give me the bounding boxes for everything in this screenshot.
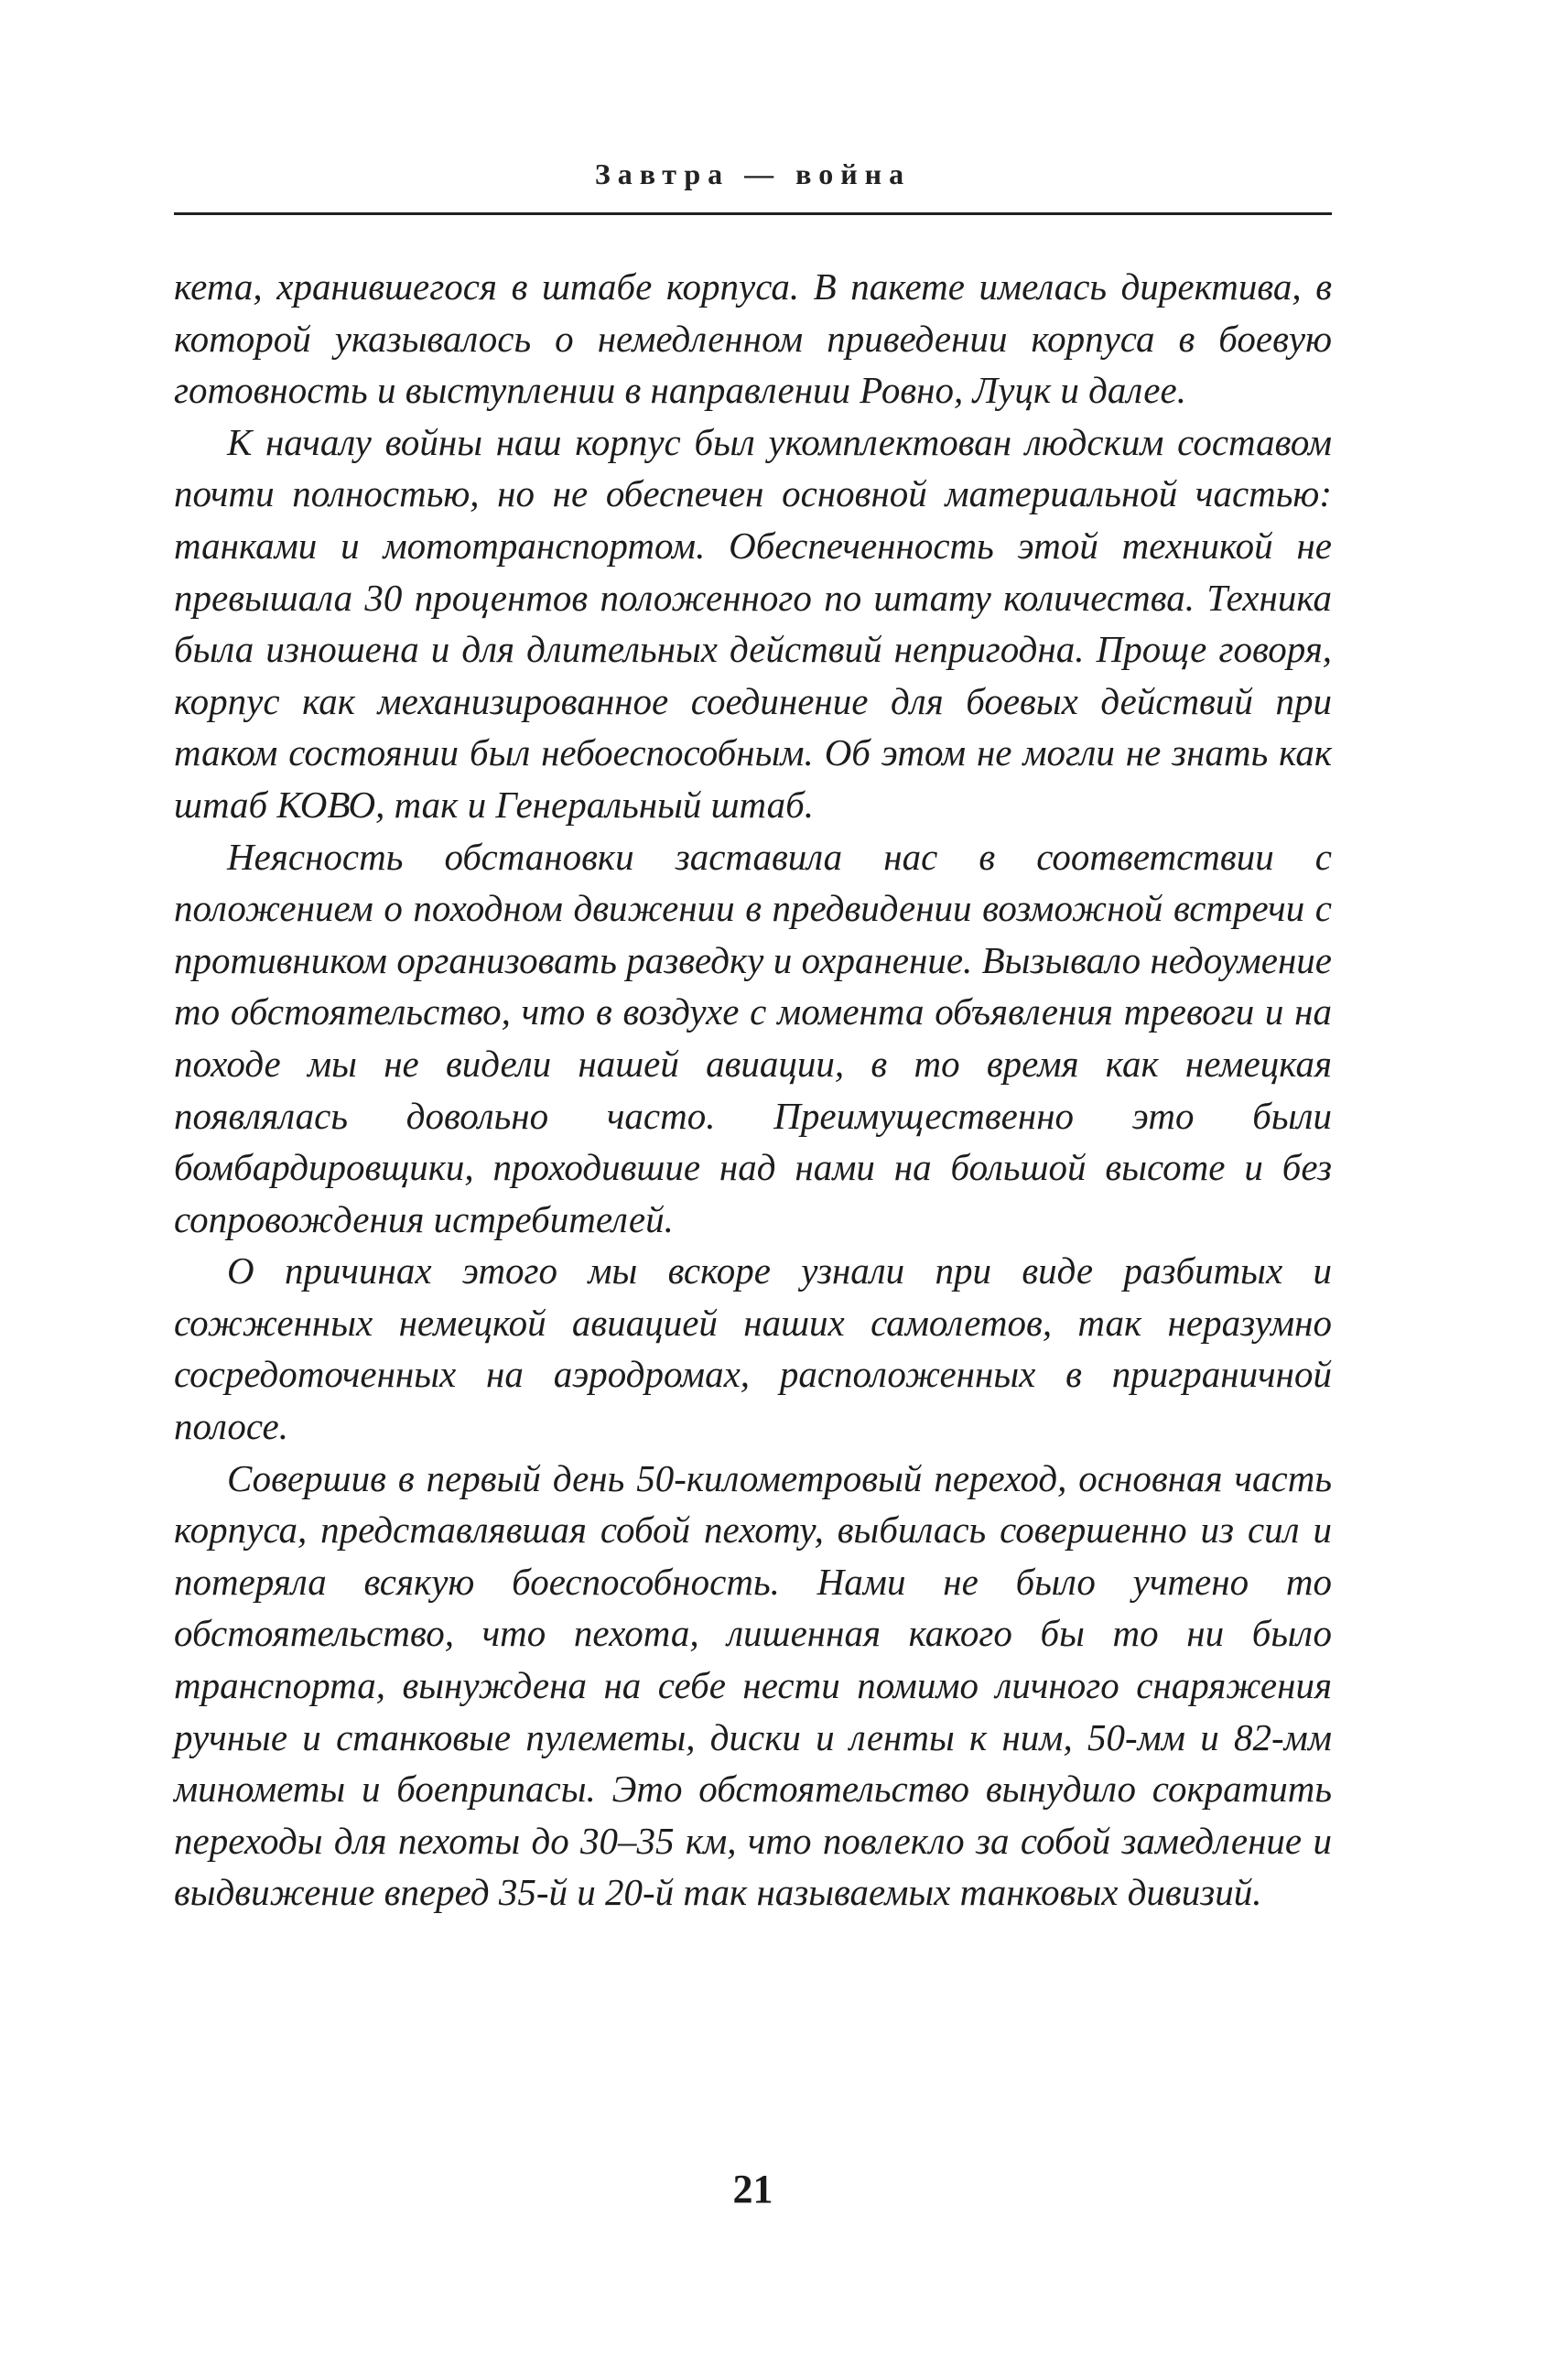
paragraph-3: Неясность обстановки заставила нас в соответствии с положением о походном движении в предвидении возможной встречи с противником организовать разведку и охранение. Вызывало недоумение то обстоятельство, что в воздухе с момента объявления тревоги и на походе мы не видели нашей авиации, в то время как немецкая появлялась довольно часто. Преимущественно это были бомбардировщики, проходившие над нами на большой высоте и без сопровождения истребителей. bbox=[174, 835, 1332, 1240]
paragraph-2: К началу войны наш корпус был укомплектован людским составом почти полностью, но не обеспечен основной материальной частью: танками и мототранспортом. Обеспеченность этой техникой не превышала 30 процентов положенного по штату количества. Техника была изношена и для длительных действий непригодна. Проще говоря, корпус как механизированное соединение для боевых действий при таком состоянии был небоеспособным. Об этом не могли не знать как штаб КОВО, так и Генеральный штаб. bbox=[174, 420, 1332, 826]
page-number: 21 bbox=[732, 2167, 773, 2211]
body-text bbox=[174, 261, 1332, 1919]
paragraph-4: О причинах этого мы вскоре узнали при виде разбитых и сожженных немецкой авиацией наших самолетов, так неразумно сосредоточенных на аэродромах, расположенных в приграничной полосе. bbox=[174, 1249, 1332, 1448]
running-head: Завтра — война bbox=[594, 157, 912, 190]
paragraph-5: Совершив в первый день 50-километровый переход, основная часть корпуса, представлявшая собой пехоту, выбилась совершенно из сил и потеряла всякую боеспособность. Нами не было учтено то обстоятельство, что пехота, лишенная какого бы то ни было транспорта, вынуждена на себе нести помимо личного снаряжения ручные и станковые пулеметы, диски и ленты к ним, 50-мм и 82-мм минометы и боеприпасы. Это обстоятельство вынудило сократить переходы для пехоты до 30–35 км, что повлекло за собой замедление и выдвижение вперед 35-й и 20-й так называемых танковых дивизий. bbox=[174, 1456, 1332, 1914]
header-rule bbox=[174, 212, 1332, 215]
paragraph-1: кета, хранившегося в штабе корпуса. В пакете имелась директива, в которой указывалось о немедленном приведении корпуса в боевую готовность и выступлении в направлении Ровно, Луцк и далее. bbox=[174, 265, 1332, 412]
